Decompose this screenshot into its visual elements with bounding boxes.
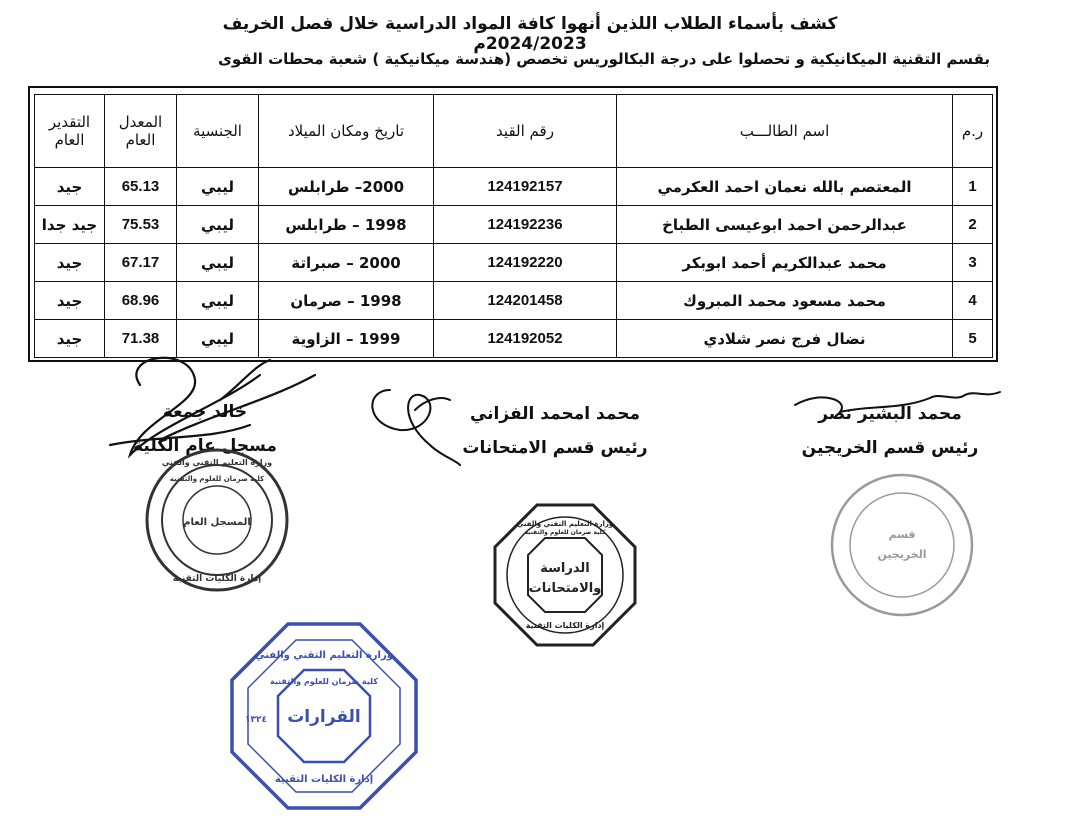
average: 65.13 xyxy=(105,168,177,206)
document-title: كشف بأسماء الطلاب اللذين أنهوا كافة المواد الدراسية خلال فصل الخريف 2024/2023م xyxy=(222,14,838,54)
graduates-stamp-center-line1: قسم xyxy=(888,528,916,541)
exams-stamp-middle: كلية صرمان للعلوم والتقنية xyxy=(524,529,606,536)
table-row xyxy=(35,244,993,282)
decisions-stamp-bottom: إدارة الكليات التقنية xyxy=(274,774,374,785)
row-num: 4 xyxy=(953,282,993,320)
table-row xyxy=(35,206,993,244)
registrar-stamp xyxy=(142,445,292,595)
nationality: ليبي xyxy=(177,244,259,282)
student-name: محمد مسعود محمد المبروك xyxy=(617,282,953,320)
table-row xyxy=(35,168,993,206)
header-name: اسم الطالـــب xyxy=(617,95,953,168)
registrar-title: مسجل عام الكلية xyxy=(133,436,277,456)
exams-signature-scribble xyxy=(360,370,470,470)
header-grade-line2: العام xyxy=(54,131,85,149)
nationality: ليبي xyxy=(177,168,259,206)
average: 67.17 xyxy=(105,244,177,282)
birth-date-place: 2000 – صبراتة xyxy=(259,244,434,282)
decisions-stamp-outer: وزارة التعليم التقني والفني xyxy=(255,650,393,661)
row-num: 3 xyxy=(953,244,993,282)
grade: جيد xyxy=(35,320,105,358)
graduates-signature-scribble xyxy=(790,380,1010,440)
average: 75.53 xyxy=(105,206,177,244)
student-id: 124192236 xyxy=(434,206,617,244)
decisions-stamp-code: ١٣٢٤ xyxy=(245,715,267,725)
exams-stamp xyxy=(490,500,640,650)
grade: جيد جدا xyxy=(35,206,105,244)
row-num: 2 xyxy=(953,206,993,244)
grade: جيد xyxy=(35,282,105,320)
row-num: 5 xyxy=(953,320,993,358)
student-id: 124192220 xyxy=(434,244,617,282)
student-id: 124192052 xyxy=(434,320,617,358)
graduates-stamp-center-line2: الخريجين xyxy=(877,548,927,561)
document-subtitle: بقسم التقنية الميكانيكية و تحصلوا على درجة البكالوريس تخصص (هندسة ميكانيكية ) شعبة محطات القوى xyxy=(218,50,990,68)
exams-head-name: محمد امحمد الفزاني xyxy=(469,404,641,424)
birth-date-place: 1998 – صرمان xyxy=(259,282,434,320)
header-birth: تاريخ ومكان الميلاد xyxy=(259,95,434,168)
registrar-stamp-middle: كلية صرمان للعلوم والتقنية xyxy=(169,475,265,483)
header-average xyxy=(105,95,177,168)
exams-stamp-bottom: إدارة الكليات التقنية xyxy=(525,621,605,630)
average: 71.38 xyxy=(105,320,177,358)
grade: جيد xyxy=(35,244,105,282)
student-name: محمد عبدالكريم أحمد ابوبكر xyxy=(617,244,953,282)
birth-date-place: 1998 – طرابلس xyxy=(259,206,434,244)
signature-block-exams xyxy=(440,404,670,458)
exams-stamp-center-line1: الدراسة xyxy=(540,561,590,576)
table-header-row xyxy=(35,95,993,168)
header-average-line2: العام xyxy=(125,131,156,149)
nationality: ليبي xyxy=(177,282,259,320)
header-average-line1: المعدل xyxy=(118,113,163,131)
exams-stamp-outer: وزارة التعليم التقني والفني xyxy=(516,520,614,528)
nationality: ليبي xyxy=(177,206,259,244)
decisions-stamp-middle: كلية صرمان للعلوم والتقنية xyxy=(270,677,378,686)
birth-date-place: 1999 – الزاوية xyxy=(259,320,434,358)
decisions-stamp xyxy=(226,618,422,814)
student-name: عبدالرحمن احمد ابوعيسى الطباخ xyxy=(617,206,953,244)
graduates-head-name: محمد البشير نصر xyxy=(818,404,962,424)
student-name: المعتصم بالله نعمان احمد العكرمي xyxy=(617,168,953,206)
graduates-stamp xyxy=(822,470,982,620)
birth-date-place: 2000– طرابلس xyxy=(259,168,434,206)
student-id: 124201458 xyxy=(434,282,617,320)
registrar-stamp-bottom: إدارة الكليات التقنية xyxy=(172,574,262,584)
header-num: ر.م xyxy=(953,95,993,168)
header-id: رقم القيد xyxy=(434,95,617,168)
grade: جيد xyxy=(35,168,105,206)
average: 68.96 xyxy=(105,282,177,320)
registrar-name: خالد جمعة xyxy=(162,402,248,422)
registrar-stamp-center: المسجل العام xyxy=(183,517,251,528)
exams-stamp-center-line2: والامتحانات xyxy=(528,581,602,596)
row-num: 1 xyxy=(953,168,993,206)
table-row xyxy=(35,282,993,320)
header-grade xyxy=(35,95,105,168)
registrar-stamp-outer: وزارة التعليم التقني والفني xyxy=(161,458,273,467)
graduates-head-title: رئيس قسم الخريجين xyxy=(801,438,979,458)
nationality: ليبي xyxy=(177,320,259,358)
student-id: 124192157 xyxy=(434,168,617,206)
results-table xyxy=(34,94,993,358)
exams-head-title: رئيس قسم الامتحانات xyxy=(462,438,648,458)
header-grade-line1: التقدير xyxy=(48,113,91,131)
student-name: نضال فرج نصر شلادي xyxy=(617,320,953,358)
header-nationality: الجنسية xyxy=(177,95,259,168)
decisions-stamp-center: القرارات xyxy=(287,707,361,727)
